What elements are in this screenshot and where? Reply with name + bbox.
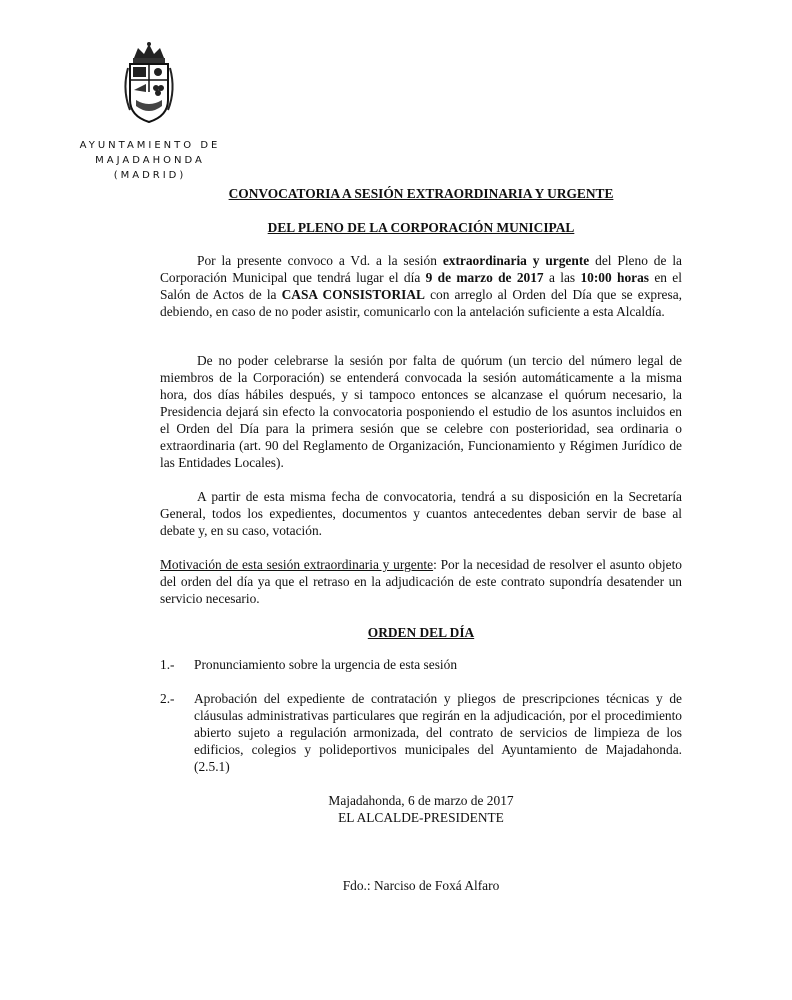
paragraph-motivation bbox=[160, 556, 682, 607]
agenda-item-number: 2.- bbox=[160, 691, 175, 706]
header-line-2: MAJADAHONDA bbox=[95, 155, 205, 166]
coat-of-arms-icon bbox=[118, 40, 180, 124]
municipality-header bbox=[60, 138, 240, 183]
document-subtitle: DEL PLENO DE LA CORPORACIÓN MUNICIPAL bbox=[267, 220, 575, 235]
document-title: CONVOCATORIA A SESIÓN EXTRAORDINARIA Y URGENTE bbox=[228, 186, 614, 201]
agenda-item-text: Pronunciamiento sobre la urgencia de esta sesión bbox=[194, 657, 458, 672]
p1-text-e: a las bbox=[543, 270, 581, 285]
header-line-3: (MADRID) bbox=[113, 170, 187, 181]
p1-venue: CASA CONSISTORIAL bbox=[281, 287, 425, 302]
signatory-role: EL ALCALDE-PRESIDENTE bbox=[338, 810, 504, 825]
motivation-label: Motivación de esta sesión extraordinaria y urgente bbox=[160, 557, 434, 572]
p1-date: 9 de marzo de 2017 bbox=[425, 270, 544, 285]
paragraph-convocation bbox=[160, 252, 682, 320]
paragraph-documents: A partir de esta misma fecha de convocatoria, tendrá a su disposición en la Secretaría General, todos los expedientes, documentos y cuantos antecedentes deban servir de base al debate y, en su caso, votación. bbox=[160, 489, 682, 538]
signature-line: Fdo.: Narciso de Foxá Alfaro bbox=[342, 878, 500, 893]
agenda-item-2 bbox=[160, 690, 682, 775]
agenda-item-number: 1.- bbox=[160, 657, 175, 672]
p1-text-a: Por la presente convoco a Vd. a la sesión bbox=[197, 253, 443, 268]
agenda-title: ORDEN DEL DÍA bbox=[367, 625, 475, 640]
p1-text-g: en el Salón de Actos de la bbox=[160, 270, 682, 302]
header-line-1: AYUNTAMIENTO DE bbox=[79, 140, 221, 151]
motivation-text: : Por la necesidad de resolver el asunto objeto del orden del día ya que el retraso en la adjudicación de este contrato supondría desatender un servicio necesario. bbox=[160, 557, 682, 606]
place-date: Majadahonda, 6 de marzo de 2017 bbox=[328, 793, 514, 808]
paragraph-quorum: De no poder celebrarse la sesión por falta de quórum (un tercio del número legal de miembros de la Corporación) se entenderá convocada la sesión automáticamente a la misma hora, dos días hábiles después, y si tampoco entonces se alcanzase el quórum necesario, la Presidencia dejará sin efecto la convocatoria posponiendo el estudio de los asuntos incluidos en el Orden del Día para la primera sesión que se celebre con posterioridad, sea ordinaria o extraordinaria (art. 90 del Reglamento de Organización, Funcionamiento y Régimen Jurídico de las Entidades Locales). bbox=[160, 353, 682, 470]
p1-time: 10:00 horas bbox=[580, 270, 649, 285]
agenda-item-1 bbox=[160, 656, 682, 673]
p1-text-i: con arreglo al Orden del Día que se expresa, debiendo, en caso de no poder asistir, comunicarlo con la antelación suficiente a esta Alcaldía. bbox=[160, 287, 682, 319]
p1-session-type: extraordinaria y urgente bbox=[442, 253, 590, 268]
p1-text-c: del Pleno de la Corporación Municipal que tendrá lugar el día bbox=[160, 253, 682, 285]
agenda-item-text: Aprobación del expediente de contratación y pliegos de prescripciones técnicas y de cláusulas administrativas particulares que regirán en la adjudicación, por el procedimiento abierto sujeto a regulación armonizada, del contrato de servicios de limpieza de los edificios, colegios y polideportivos municipales del Ayuntamiento de Majadahonda. (2.5.1) bbox=[194, 691, 682, 774]
